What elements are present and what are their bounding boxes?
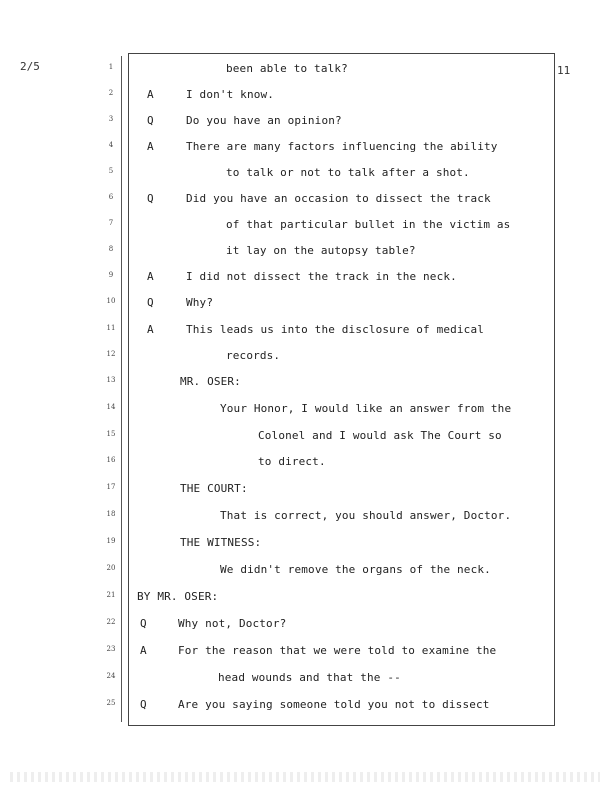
line-number: 25 [106, 699, 116, 707]
transcript-line: There are many factors influencing the ability [186, 140, 498, 153]
transcript-line: Why? [186, 296, 214, 309]
transcript-line: to direct. [258, 455, 326, 468]
speaker-label: A [147, 270, 154, 283]
scan-noise [10, 772, 600, 782]
transcript-line: For the reason that we were told to examine the [178, 644, 497, 657]
line-number: 19 [106, 537, 116, 545]
line-number: 13 [106, 376, 116, 384]
line-number: 6 [108, 193, 114, 201]
transcript-line: Why not, Doctor? [178, 617, 287, 630]
line-number: 2 [108, 89, 114, 97]
transcript-line: Your Honor, I would like an answer from the [220, 402, 512, 415]
speaker-label: A [147, 323, 154, 336]
speaker-label: Q [147, 296, 154, 309]
line-number: 7 [108, 219, 114, 227]
line-number: 9 [108, 271, 114, 279]
transcript-line: been able to talk? [226, 62, 348, 75]
speaker-label: A [147, 88, 154, 101]
page-number: 11 [557, 64, 571, 77]
line-number: 12 [106, 350, 116, 358]
line-number: 22 [106, 618, 116, 626]
corner-mark: 2/5 [20, 60, 40, 73]
transcript-line: Colonel and I would ask The Court so [258, 429, 502, 442]
line-number: 11 [106, 324, 116, 332]
line-number: 16 [106, 456, 116, 464]
line-number: 18 [106, 510, 116, 518]
transcript-line: records. [226, 349, 281, 362]
transcript-line: Are you saying someone told you not to dissect [178, 698, 490, 711]
transcript-line: of that particular bullet in the victim as [226, 218, 511, 231]
line-number: 8 [108, 245, 114, 253]
speaker-heading: THE COURT: [180, 482, 248, 495]
line-number: 20 [106, 564, 116, 572]
speaker-label: A [140, 644, 147, 657]
speaker-label: A [147, 140, 154, 153]
examination-heading: BY MR. OSER: [137, 590, 219, 603]
speaker-label: Q [147, 192, 154, 205]
transcript-line: it lay on the autopsy table? [226, 244, 416, 257]
transcript-line: We didn't remove the organs of the neck. [220, 563, 491, 576]
transcript-line: That is correct, you should answer, Doctor. [220, 509, 512, 522]
transcript-line: to talk or not to talk after a shot. [226, 166, 470, 179]
transcript-line: Do you have an opinion? [186, 114, 342, 127]
line-number: 5 [108, 167, 114, 175]
line-number: 14 [106, 403, 116, 411]
line-number: 17 [106, 483, 116, 491]
speaker-label: Q [140, 698, 147, 711]
speaker-label: Q [140, 617, 147, 630]
transcript-line: head wounds and that the -- [218, 671, 401, 684]
line-number: 3 [108, 115, 114, 123]
line-number: 23 [106, 645, 116, 653]
line-number: 10 [106, 297, 116, 305]
transcript-line: Did you have an occasion to dissect the track [186, 192, 491, 205]
transcript-line: I don't know. [186, 88, 275, 101]
line-number: 15 [106, 430, 116, 438]
line-number: 21 [106, 591, 116, 599]
speaker-heading: MR. OSER: [180, 375, 241, 388]
line-number: 24 [106, 672, 116, 680]
speaker-label: Q [147, 114, 154, 127]
speaker-heading: THE WITNESS: [180, 536, 262, 549]
line-number: 4 [108, 141, 114, 149]
transcript-line: I did not dissect the track in the neck. [186, 270, 457, 283]
transcript-line: This leads us into the disclosure of medical [186, 323, 484, 336]
line-number: 1 [108, 63, 114, 71]
